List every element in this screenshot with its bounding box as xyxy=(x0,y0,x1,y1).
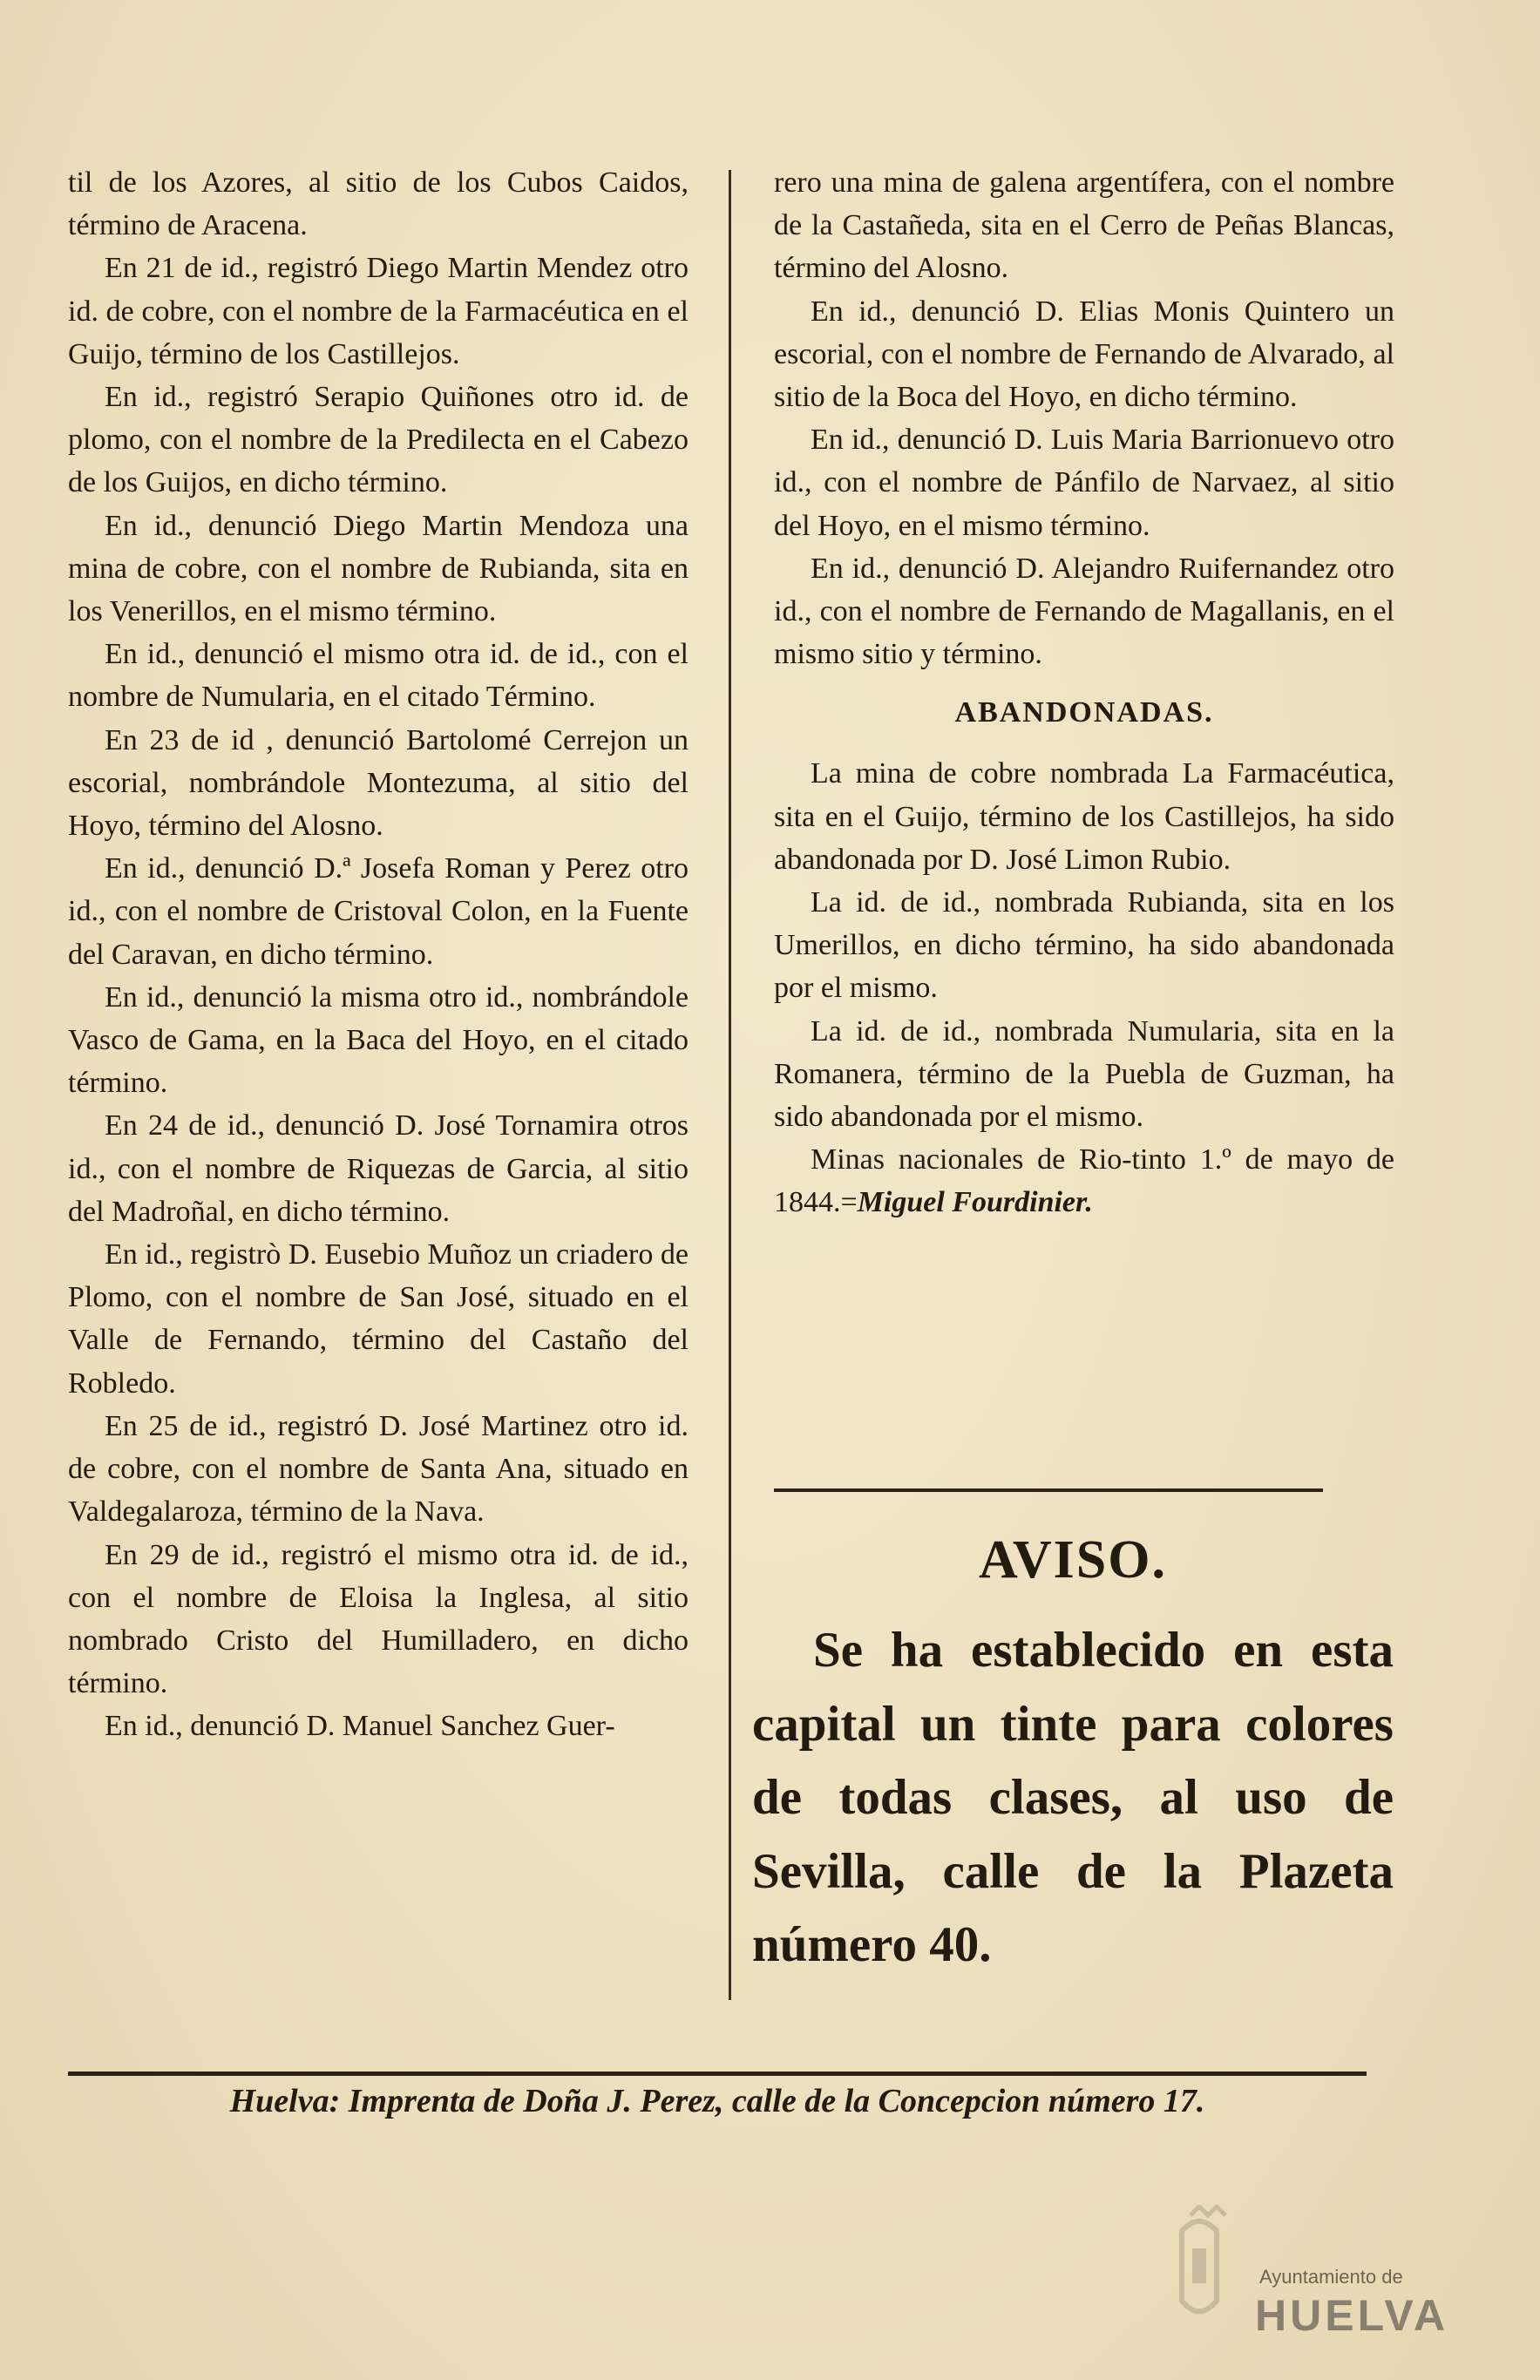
paragraph: En 25 de id., registró D. José Martinez otro id. de cobre, con el nombre de Santa Ana, situado en Valdegalaroza, término de la Nava. xyxy=(68,1409,689,1529)
paragraph: En 21 de id., registró Diego Martin Mendez otro id. de cobre, con el nombre de la Farmacéutica en el Guijo, término de los Castillejos. xyxy=(68,252,689,370)
section-rule xyxy=(774,1488,1323,1492)
paragraph: En 24 de id., denunció D. José Tornamira otros id., con el nombre de Riquezas de Garcia, al sitio del Madroñal, en dicho término. xyxy=(68,1109,689,1228)
imprint-footer: Huelva: Imprenta de Doña J. Perez, calle de la Concepcion número 17. xyxy=(229,2083,1205,2119)
watermark-city: HUELVA xyxy=(1255,2291,1449,2340)
signature xyxy=(774,1138,1394,1224)
notice-body: Se ha establecido en esta capital un tinte para colores de todas clases, al uso de Sevilla, calle de la Plazeta número 40. xyxy=(752,1623,1394,1972)
abandoned-heading: ABANDONADAS. xyxy=(954,696,1214,729)
paragraph: La mina de cobre nombrada La Farmacéutica, sita en el Guijo, término de los Castillejos, ha sido abandonada por D. José Limon Rubio. xyxy=(774,757,1394,876)
paragraph: En id., denunció D. Alejandro Ruifernandez otro id., con el nombre de Fernando de Magallanis, en el mismo sitio y término. xyxy=(774,552,1394,671)
paragraph: En id., denunció Diego Martin Mendoza una mina de cobre, con el nombre de Rubianda, sita en los Venerillos, en el mismo término. xyxy=(68,509,689,628)
notice-title: AVISO. xyxy=(979,1530,1167,1590)
left-column xyxy=(68,161,689,1748)
paragraph: En id., denunció D. Manuel Sanchez Guer- xyxy=(105,1710,615,1743)
footer-rule xyxy=(68,2071,1367,2076)
signature-place-date: Minas nacionales de Rio-tinto 1.º de mayo de 1844.= xyxy=(774,1143,1394,1219)
paragraph: En id., denunció D. Elias Monis Quintero un escorial, con el nombre de Fernando de Alvarado, al sitio de la Boca del Hoyo, en dicho término. xyxy=(774,295,1394,414)
paragraph: La id. de id., nombrada Numularia, sita en la Romanera, término de la Puebla de Guzman, ha sido abandonada por el mismo. xyxy=(774,1014,1394,1134)
paragraph: En id., registrò D. Eusebio Muñoz un criadero de Plomo, con el nombre de San José, situado en el Valle de Fernando, término del Castaño del Robledo. xyxy=(68,1238,689,1400)
notice-box xyxy=(752,1525,1394,1983)
paragraph: En id., denunció la misma otro id., nombrándole Vasco de Gama, en la Baca del Hoyo, en el citado término. xyxy=(68,980,689,1100)
signature-name: Miguel Fourdinier. xyxy=(857,1186,1093,1219)
paragraph: rero una mina de galena argentífera, con el nombre de la Castañeda, sita en el Cerro de Peñas Blancas, término del Alosno. xyxy=(774,166,1394,285)
paragraph: La id. de id., nombrada Rubianda, sita en los Umerillos, en dicho término, ha sido abandonada por el mismo. xyxy=(774,886,1394,1005)
paragraph: En id., denunció D. Luis Maria Barrionuevo otro id., con el nombre de Pánfilo de Narvaez, al sitio del Hoyo, en el mismo término. xyxy=(774,424,1394,542)
paragraph: En id., registró Serapio Quiñones otro id. de plomo, con el nombre de la Predilecta en el Cabezo de los Guijos, en dicho término. xyxy=(68,381,689,499)
column-divider xyxy=(729,170,731,2000)
paragraph: En 29 de id., registró el mismo otra id. de id., con el nombre de Eloisa la Inglesa, al sitio nombrado Cristo del Humilladero, en dicho término. xyxy=(68,1538,689,1700)
paragraph: En id., denunció D.ª Josefa Roman y Perez otro id., con el nombre de Cristoval Colon, en la Fuente del Caravan, en dicho término. xyxy=(68,852,689,971)
paragraph: En id., denunció el mismo otra id. de id., con el nombre de Numularia, en el citado Término. xyxy=(68,638,689,714)
paragraph: til de los Azores, al sitio de los Cubos Caidos, término de Aracena. xyxy=(68,166,689,242)
watermark-caption: Ayuntamiento de xyxy=(1259,2266,1403,2288)
right-column xyxy=(774,161,1394,1224)
paragraph: En 23 de id , denunció Bartolomé Cerrejon un escorial, nombrándole Montezuma, al sitio del Hoyo, término del Alosno. xyxy=(68,723,689,843)
